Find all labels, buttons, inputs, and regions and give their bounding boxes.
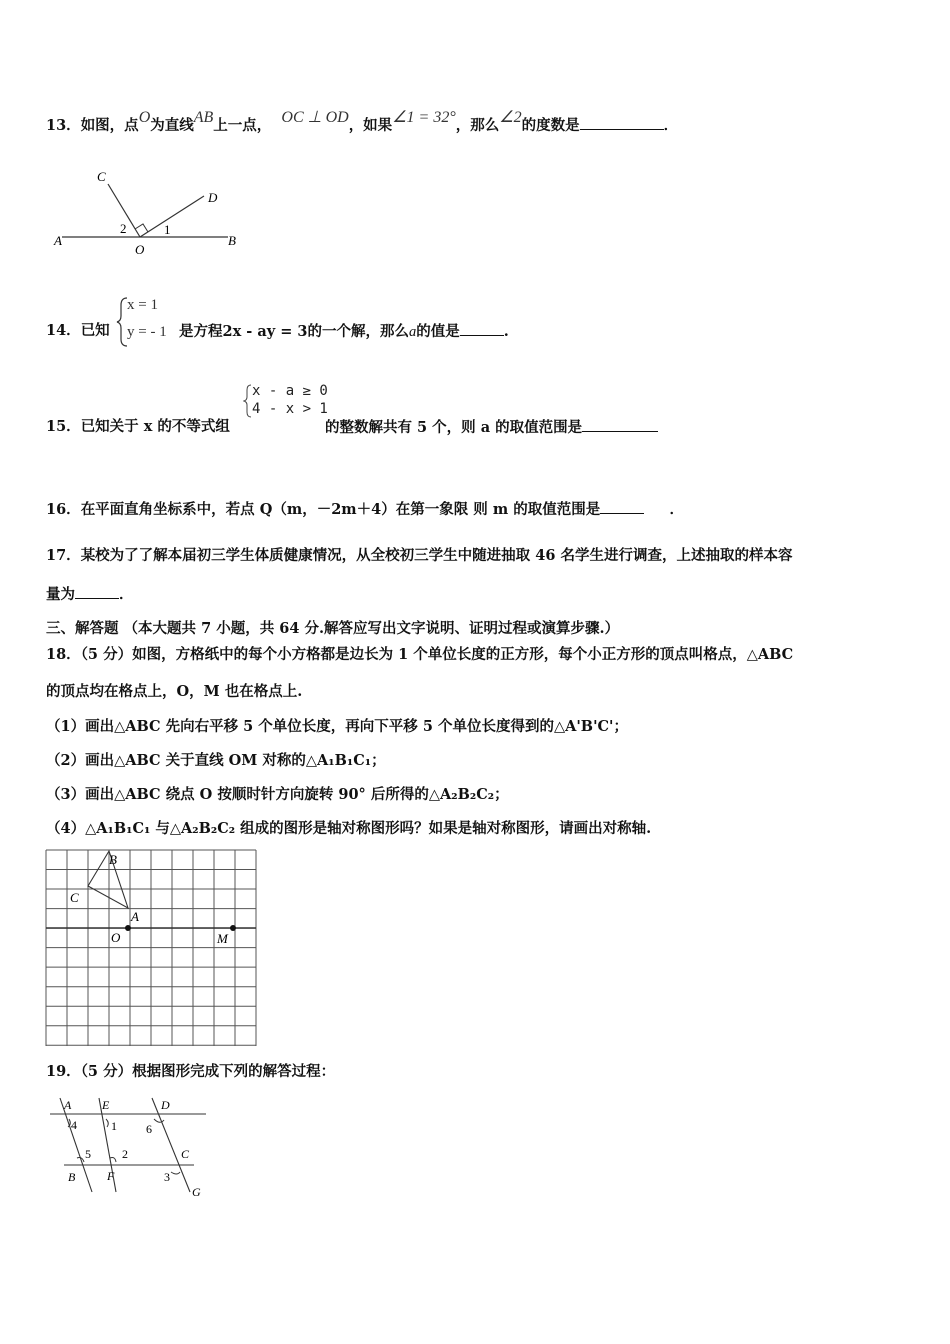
question-18-line1: [46, 645, 793, 665]
q19-figure: [44, 1092, 224, 1202]
variable-a: a: [409, 324, 417, 340]
question-16-line: [46, 499, 684, 520]
text: 已知关于 x 的不等式组: [80, 418, 230, 435]
label-d: D: [208, 190, 218, 205]
answer-blank[interactable]: [460, 321, 504, 336]
label-2: 2: [120, 221, 127, 236]
angle-arc-3: [171, 1172, 180, 1174]
text: （5 分）根据图形完成下列的解答过程：: [80, 1063, 336, 1080]
label-a: A: [64, 1098, 72, 1112]
math-angle2: ∠2: [499, 109, 522, 126]
text: 已知: [80, 322, 110, 339]
label-1: 1: [111, 1119, 117, 1133]
math-angle1: ∠1 = 32°: [392, 109, 456, 126]
text: 的值是: [416, 323, 460, 340]
triangle-abc: [88, 851, 128, 908]
grid-lines: [46, 850, 256, 1046]
point-m: [230, 925, 236, 931]
answer-blank[interactable]: [580, 115, 664, 130]
text: 为直线: [150, 117, 194, 134]
label-1: 1: [164, 222, 171, 237]
question-14-line-rest: [179, 321, 509, 342]
text: 是方程: [179, 323, 223, 340]
label-e: E: [102, 1098, 110, 1112]
text: ．: [669, 501, 684, 518]
label-c: C: [97, 169, 106, 184]
label-2: 2: [122, 1147, 128, 1161]
point-o: [125, 925, 131, 931]
text: 某校为了了解本届初三学生体质健康情况，从全校初三学生中随进抽取 46 名学生进行调查，上述抽取的样本容: [80, 547, 793, 564]
label-o: O: [111, 930, 121, 945]
label-d: D: [161, 1098, 170, 1112]
text: 的度数是: [521, 117, 580, 134]
math-perp: OC ⊥ OD: [281, 109, 349, 126]
answer-blank[interactable]: [75, 584, 119, 599]
question-18-part4: （4）△A₁B₁C₁ 与△A₂B₂C₂ 组成的图形是轴对称图形吗？如果是轴对称图形，请画出对称轴.: [46, 820, 652, 837]
label-f: F: [107, 1169, 115, 1183]
label-6: 6: [146, 1122, 152, 1136]
label-3: 3: [164, 1170, 170, 1184]
question-number: 16．: [46, 501, 81, 518]
label-a: A: [54, 233, 62, 248]
math-ab: AB: [193, 109, 214, 126]
question-17-line2: [46, 584, 134, 605]
question-13-line: [46, 109, 679, 136]
question-number: 17．: [46, 547, 81, 564]
text: .: [503, 323, 509, 340]
line-dg: [152, 1098, 190, 1192]
question-number: 14．: [46, 322, 81, 339]
q13-figure: [50, 162, 250, 262]
label-b: B: [109, 852, 117, 867]
question-number: 15．: [46, 418, 81, 435]
question-15-line: [46, 417, 230, 437]
answer-blank[interactable]: [582, 417, 658, 432]
text: 如图，点: [80, 117, 139, 134]
label-4: 4: [71, 1118, 77, 1132]
line-ab: [60, 1098, 92, 1192]
question-18-line2: 的顶点均在格点上，O，M 也在格点上.: [46, 683, 303, 700]
label-g: G: [192, 1185, 201, 1199]
section-title: 三、解答题 （本大题共 7 小题，共 64 分.解答应写出文字说明、证明过程或演算步骤.）: [46, 620, 620, 637]
question-19-line: [46, 1062, 335, 1082]
text: 在平面直角坐标系中，若点 Q（m，－2m＋4）在第一象限 则 m 的取值范围是: [80, 501, 601, 518]
question-15-line-rest: [325, 417, 658, 438]
text: 的整数解共有 5 个，则 a 的取值范围是: [325, 419, 583, 436]
label-a: A: [131, 909, 139, 924]
question-number: 19．: [46, 1063, 81, 1080]
inequality-1: x - a ≥ 0: [252, 383, 328, 399]
question-14-line: [46, 321, 110, 341]
ray-od: [140, 196, 204, 237]
text: （5 分）如图，方格纸中的每个小方格都是边长为 1 个单位长度的正方形，每个小正方形的顶点叫格点，△ABC: [80, 646, 794, 663]
inequality-2: 4 - x > 1: [252, 401, 328, 417]
label-c: C: [70, 890, 79, 905]
text: ，如果: [348, 117, 393, 134]
question-18-part1: （1）画出△ABC 先向右平移 5 个单位长度，再向下平移 5 个单位长度得到的△A'B'C'；: [46, 718, 628, 735]
text: 的一个解，那么: [307, 323, 410, 340]
label-o: O: [135, 242, 145, 257]
text: ．: [119, 586, 134, 603]
label-m: M: [217, 931, 228, 946]
angle-arc-6: [154, 1119, 164, 1122]
question-number: 13．: [46, 117, 81, 134]
label-c: C: [181, 1147, 190, 1161]
label-5: 5: [85, 1147, 91, 1161]
text: ，那么: [455, 117, 500, 134]
math-o: O: [138, 109, 151, 126]
question-number: 18．: [46, 646, 81, 663]
question-18-part3: （3）画出△ABC 绕点 O 按顺时针方向旋转 90° 后所得的△A₂B₂C₂；: [46, 786, 509, 803]
label-b: B: [228, 233, 236, 248]
text: 量为: [46, 586, 75, 603]
label-b: B: [68, 1170, 76, 1184]
question-17-line1: [46, 546, 792, 566]
system-eq2: y = - 1: [127, 324, 167, 340]
answer-blank[interactable]: [600, 499, 644, 514]
text: ．: [663, 117, 679, 134]
system-eq1: x = 1: [127, 297, 158, 313]
text: 上一点，: [213, 117, 272, 134]
equation: 2x - ay = 3: [222, 323, 308, 340]
question-18-part2: （2）画出△ABC 关于直线 OM 对称的△A₁B₁C₁；: [46, 752, 386, 769]
q18-grid-figure: [44, 848, 260, 1048]
angle-arc-1: [106, 1119, 108, 1127]
